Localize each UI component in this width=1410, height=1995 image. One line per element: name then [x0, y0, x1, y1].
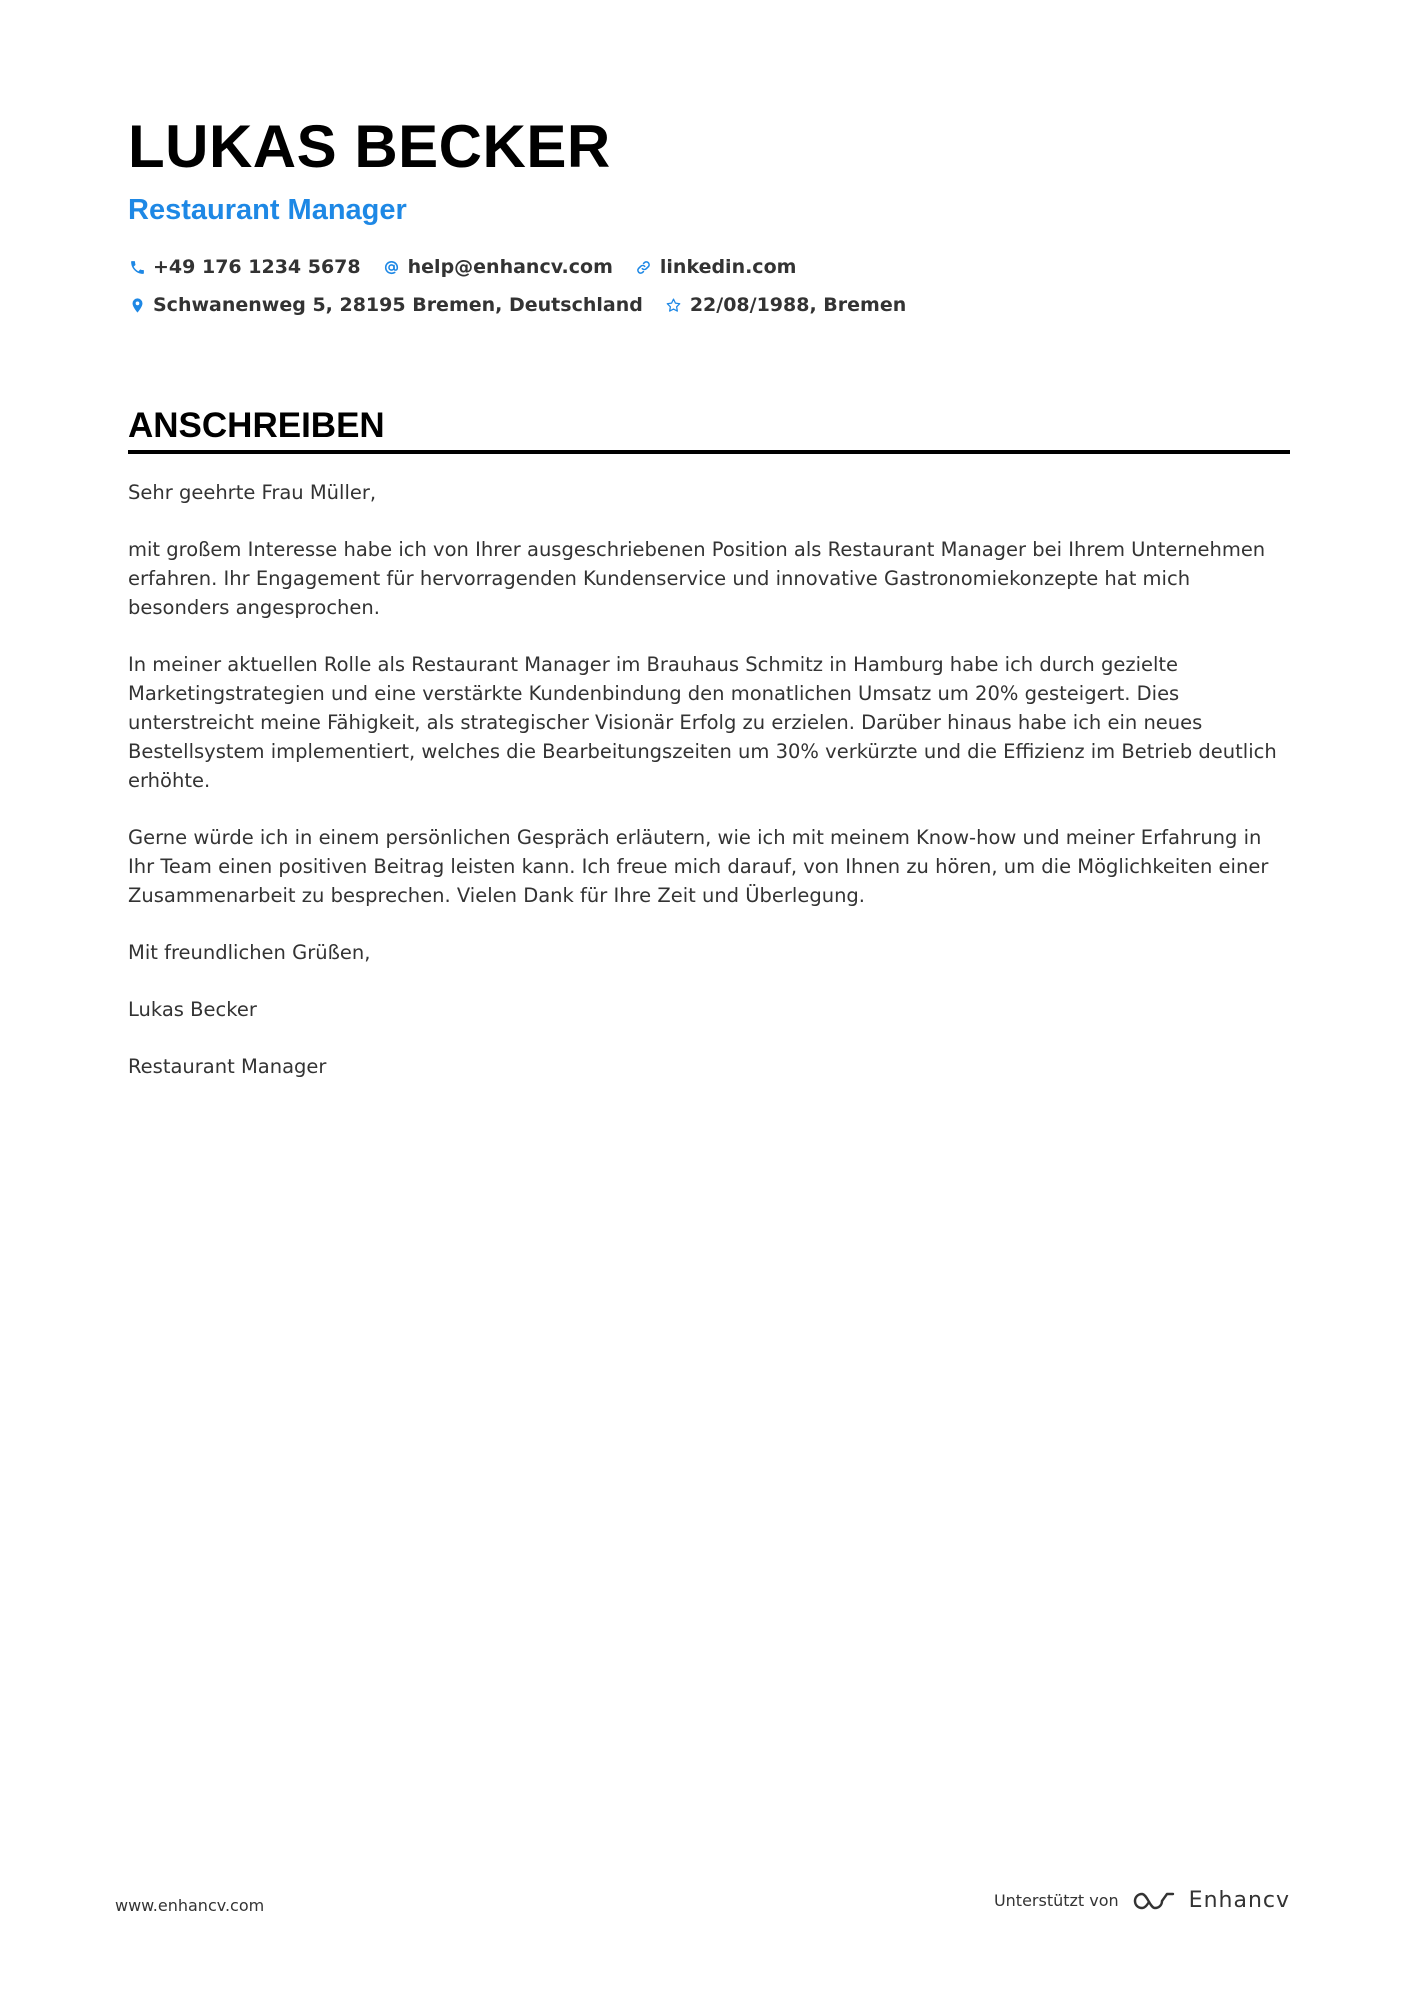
contact-address	[128, 292, 643, 318]
contact-birth-text: 22/08/1988, Bremen	[689, 294, 907, 316]
contact-list	[128, 254, 1288, 318]
at-icon	[383, 258, 401, 276]
contact-email-text: help@enhancv.com	[407, 256, 613, 278]
contact-birth	[665, 292, 906, 318]
candidate-name: LUKAS BECKER	[128, 113, 611, 180]
section-title: ANSCHREIBEN	[128, 406, 385, 445]
contact-linkedin-text: linkedin.com	[659, 256, 797, 278]
paragraph-experience: In meiner aktuellen Rolle als Restaurant Manager im Brauhaus Schmitz in Hamburg habe ich durch gezielte Marketingstrategien und eine verstärkte Kundenbindung den monatlichen Umsatz um 20% gesteigert. Dies unterstreicht meine Fähigkeit, als strategischer Visionär Erfolg zu erzielen. Darüber hinaus habe ich ein neues Bestellsystem implementiert, welches die Bearbeitungszeiten um 30% verkürzte und die Effizienz im Betrieb deutlich erhöhte.	[128, 653, 1277, 792]
contact-phone-text: +49 176 1234 5678	[153, 256, 361, 278]
paragraph-intro: mit großem Interesse habe ich von Ihrer ausgeschriebenen Position als Restaurant Manager bei Ihrem Unternehmen erfahren. Ihr Engagement für hervorragenden Kundenservice und innovative Gastronomiekonzepte hat mich besonders angesprochen.	[128, 538, 1266, 619]
closing-greeting: Mit freundlichen Grüßen,	[128, 941, 371, 964]
star-icon	[665, 296, 683, 314]
contact-email	[383, 254, 613, 280]
section-divider	[128, 450, 1290, 454]
header	[128, 110, 1288, 318]
signature-title: Restaurant Manager	[128, 1055, 327, 1078]
footer-branding	[994, 1888, 1290, 1913]
salutation: Sehr geehrte Frau Müller,	[128, 481, 377, 504]
location-pin-icon	[128, 296, 146, 314]
footer-website[interactable]: www.enhancv.com	[115, 1896, 265, 1915]
paragraph-closing: Gerne würde ich in einem persönlichen Gespräch erläutern, wie ich mit meinem Know-how und meiner Erfahrung in Ihr Team einen positiven Beitrag leisten kann. Ich freue mich darauf, von Ihnen zu hören, um die Möglichkeiten einer Zusammenarbeit zu besprechen. Vielen Dank für Ihre Zeit und Überlegung.	[128, 826, 1269, 907]
link-icon	[635, 258, 653, 276]
contact-phone	[128, 254, 361, 280]
candidate-title: Restaurant Manager	[128, 194, 407, 226]
signature-name: Lukas Becker	[128, 998, 257, 1021]
phone-icon	[128, 258, 146, 276]
contact-linkedin	[635, 254, 797, 280]
letter-body	[128, 478, 1290, 1081]
cover-letter-section	[128, 404, 1290, 1109]
brand-name: Enhancv	[1188, 1888, 1290, 1913]
enhancv-logo-icon	[1131, 1889, 1177, 1913]
contact-address-text: Schwanenweg 5, 28195 Bremen, Deutschland	[153, 294, 643, 316]
powered-by-text: Unterstützt von	[993, 1891, 1119, 1910]
